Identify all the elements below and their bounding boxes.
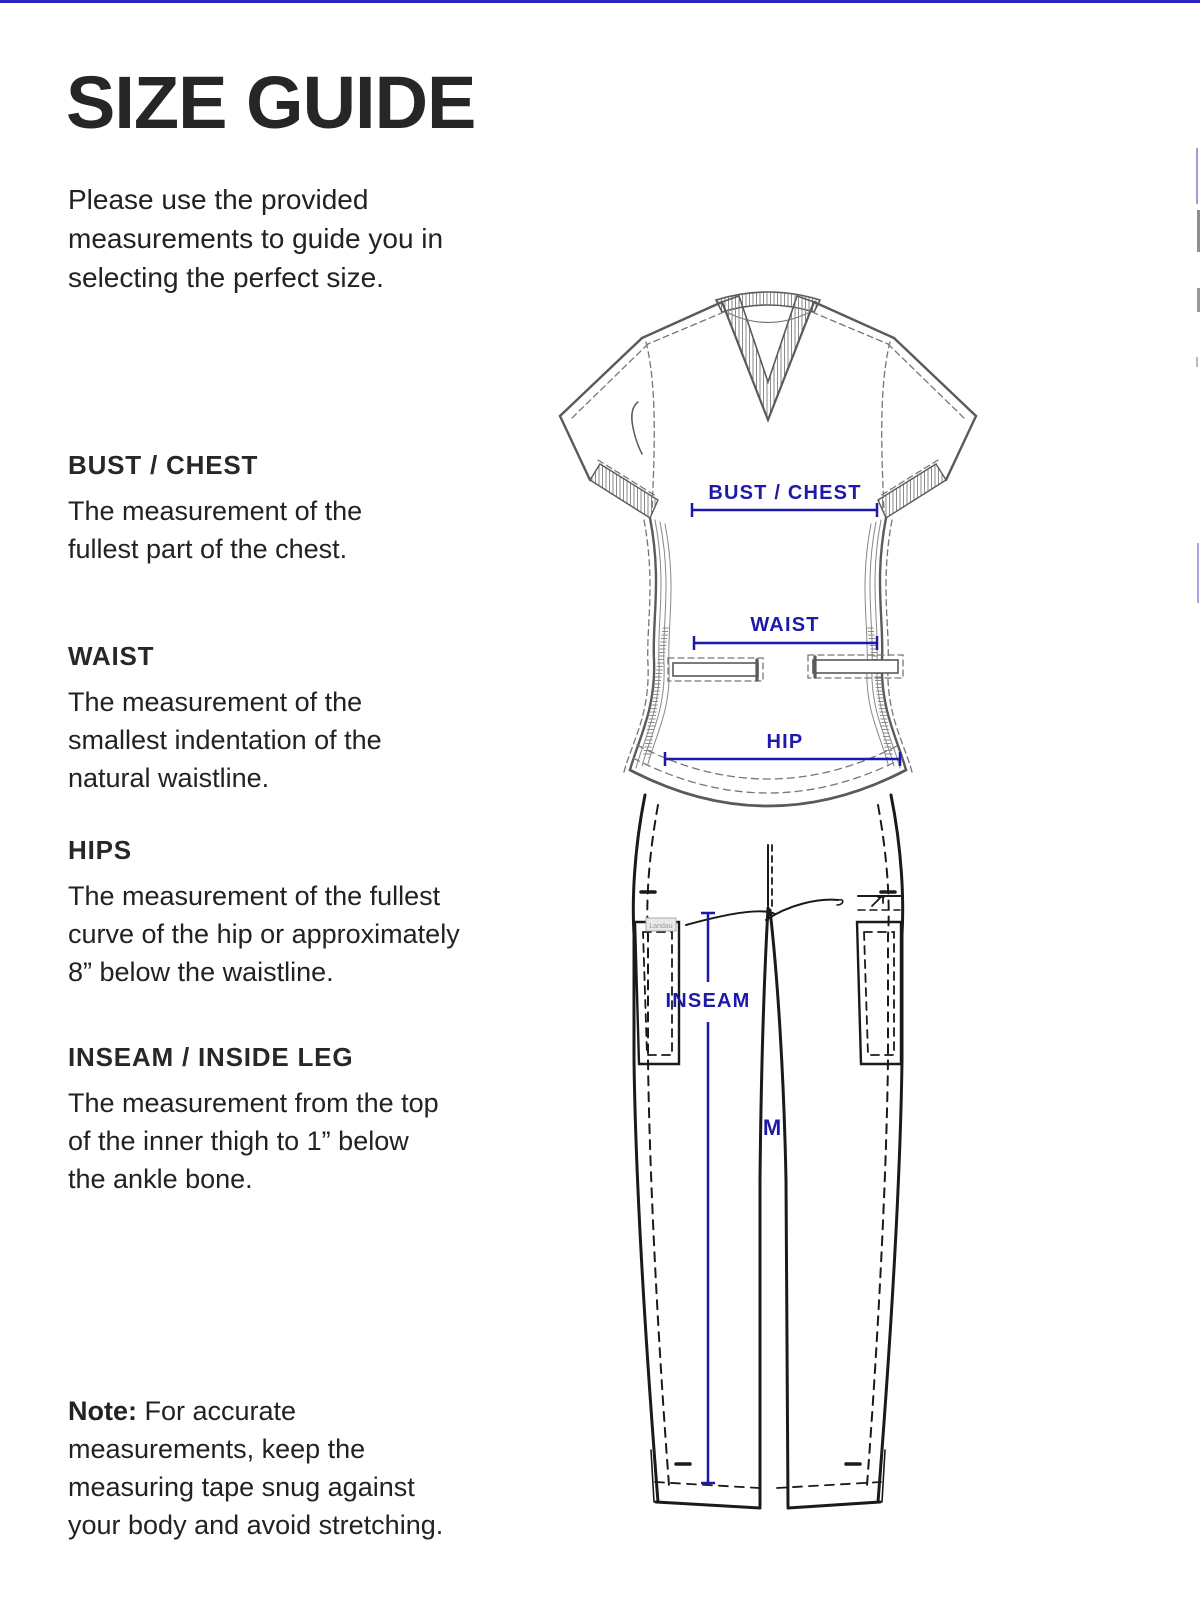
note-line: measuring tape snug against	[68, 1472, 415, 1502]
section-line: The measurement of the	[68, 496, 363, 526]
section-line: curve of the hip or approximately	[68, 919, 460, 949]
top-divider	[0, 0, 1200, 3]
welt-pocket-left	[668, 658, 763, 681]
section-line: natural waistline.	[68, 763, 270, 793]
waist-measure	[694, 614, 877, 650]
page-title: SIZE GUIDE	[66, 61, 476, 144]
inseam-label: INSEAM	[665, 990, 751, 1012]
scrub-top-drawing	[560, 292, 976, 806]
section-line: The measurement from the top	[68, 1088, 439, 1118]
section-heading: BUST / CHEST	[68, 450, 259, 480]
inseam-measure	[666, 913, 751, 1483]
note-line: your body and avoid stretching.	[68, 1510, 444, 1540]
intro-line: measurements to guide you in	[68, 223, 444, 254]
hip-label: HIP	[766, 731, 804, 753]
section-bust-chest	[68, 450, 362, 568]
intro-line: Please use the provided	[68, 184, 369, 215]
section-line: smallest indentation of the	[68, 725, 382, 755]
note-line: measurements, keep the	[68, 1434, 366, 1464]
right-edge-artifact	[1197, 543, 1199, 603]
section-inseam	[68, 1042, 439, 1198]
section-line: fullest part of the chest.	[68, 534, 348, 564]
section-hips	[68, 835, 460, 991]
note-label: Note:	[68, 1396, 137, 1426]
pocket-tag-label: Landau	[649, 923, 673, 930]
section-line: The measurement of the fullest	[68, 881, 441, 911]
scrub-set-diagram	[538, 280, 998, 1530]
welt-pocket-right	[808, 655, 903, 678]
intro-text	[68, 180, 443, 297]
section-line: the ankle bone.	[68, 1164, 253, 1194]
section-line: The measurement of the	[68, 687, 363, 717]
note-text	[68, 1392, 443, 1544]
intro-line: selecting the perfect size.	[68, 262, 384, 293]
scrub-pants-drawing	[633, 795, 902, 1508]
note-line: For accurate	[144, 1396, 297, 1426]
cargo-pocket-right	[857, 896, 901, 1064]
hip-measure	[665, 731, 900, 766]
section-line: 8” below the waistline.	[68, 957, 334, 987]
section-heading: HIPS	[68, 835, 132, 865]
bust-measure	[692, 482, 877, 517]
section-line: of the inner thigh to 1” below	[68, 1126, 409, 1156]
size-letter-label: M	[762, 1115, 782, 1140]
right-edge-artifact	[1196, 357, 1198, 367]
right-edge-artifact	[1196, 148, 1198, 204]
section-heading: WAIST	[68, 641, 155, 671]
section-heading: INSEAM / INSIDE LEG	[68, 1042, 354, 1072]
measurement-annotations	[665, 482, 900, 1483]
section-waist	[68, 641, 382, 797]
bust-label: BUST / CHEST	[708, 482, 862, 504]
waist-label: WAIST	[750, 614, 820, 636]
